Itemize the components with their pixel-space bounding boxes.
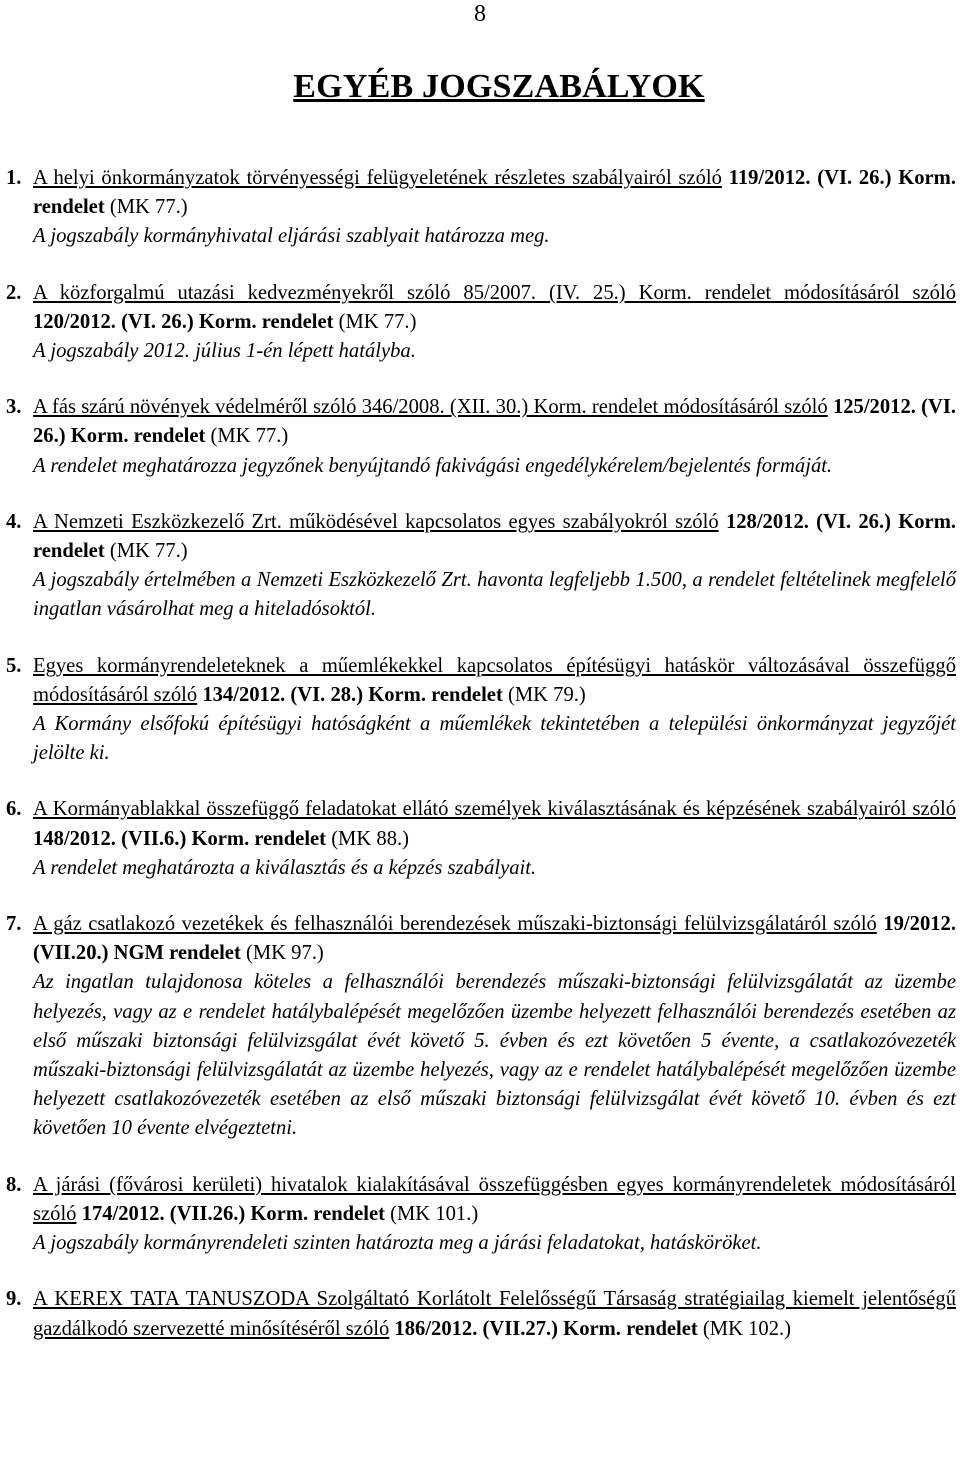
law-item (6, 1171, 956, 1259)
law-description: A jogszabály kormányhivatal eljárási szablyait határozza meg. (33, 225, 550, 248)
law-item (6, 652, 956, 769)
law-title-link[interactable]: A közforgalmú utazási kedvezményekről szóló 85/2007. (IV. 25.) Korm. rendelet módosításáról szóló (33, 281, 956, 304)
law-citation (33, 1285, 956, 1343)
law-title-link[interactable]: Egyes kormányrendeleteknek a műemlékekkel kapcsolatos építésügyi hatáskör változásával összefüggő módosításáról szóló (33, 654, 956, 706)
item-content (33, 164, 956, 252)
item-content (33, 393, 956, 481)
law-citation (33, 652, 956, 710)
item-content (33, 652, 956, 769)
law-citation (33, 1171, 956, 1229)
law-item (6, 1285, 956, 1343)
page-number: 8 (474, 1, 486, 27)
item-number: 5. (6, 654, 22, 677)
law-citation (33, 164, 956, 222)
gazette-reference: (MK 79.) (507, 683, 586, 706)
law-citation (33, 795, 956, 853)
law-number: 186/2012. (VII.27.) Korm. rendelet (394, 1317, 698, 1340)
law-description: A rendelet meghatározta a kiválasztás és a képzés szabályait. (33, 856, 537, 879)
law-description: A jogszabály értelmében a Nemzeti Eszközkezelő Zrt. havonta legfeljebb 1.500, a rendelet feltételinek megfelelő ingatlan vásárolhat meg a hiteladósoktól. (33, 569, 956, 621)
item-number: 2. (6, 281, 22, 304)
law-number: 148/2012. (VII.6.) Korm. rendelet (33, 827, 327, 850)
item-number: 7. (6, 913, 22, 936)
law-number: 134/2012. (VI. 28.) Korm. rendelet (202, 683, 503, 706)
law-number: 120/2012. (VI. 26.) Korm. rendelet (33, 310, 334, 333)
page-title: EGYÉB JOGSZABÁLYOK (293, 68, 705, 105)
law-title-link[interactable]: A KEREX TATA TANUSZODA Szolgáltató Korlátolt Felelősségű Társaság stratégiailag kiemelt jelentőségű gazdálkodó szervezetté minősítéséről szóló (33, 1288, 956, 1340)
law-title-link[interactable]: A Nemzeti Eszközkezelő Zrt. működésével kapcsolatos egyes szabályokról szóló (33, 510, 719, 533)
law-title-link[interactable]: A gáz csatlakozó vezetékek és felhasználói berendezések műszaki-biztonsági felülvizsgálatáról szóló (33, 913, 877, 936)
item-number: 8. (6, 1173, 22, 1196)
law-number: 119/2012. (VI. 26.) Korm. rendelet (33, 167, 956, 219)
law-number: 174/2012. (VII.26.) Korm. rendelet (81, 1202, 385, 1225)
gazette-reference: (MK 77.) (109, 196, 188, 219)
law-item (6, 508, 956, 625)
law-title-link[interactable]: A Kormányablakkal összefüggő feladatokat ellátó személyek kiválasztásának és képzésének szabályairól szóló (33, 798, 956, 821)
item-content (33, 1285, 956, 1343)
item-number: 3. (6, 396, 22, 419)
law-item (6, 279, 956, 367)
law-description: A jogszabály 2012. július 1-én lépett hatályba. (33, 340, 416, 363)
item-content (33, 279, 956, 367)
law-description: Az ingatlan tulajdonosa köteles a felhasználói berendezés műszaki-biztonsági felülvizsgálatát az üzembe helyezés, vagy az e rendelet hatálybalépését megelőzően üzembe helyezett felhasználói berendezés esetében az első műszaki biztonsági felülvizsgálat évét követő 5. évben és ezt követően 5 évente, a csatlakozóvezeték műszaki-biztonsági felülvizsgálatát az üzembe helyezés, vagy az e rendelet hatálybalépését megelőzően üzembe helyezett csatlakozóvezeték esetében az első műszaki biztonsági felülvizsgálat évét követő 10. évben és ezt követően 10 évente elvégeztetni. (33, 971, 956, 1140)
law-title-link[interactable]: A fás szárú növények védelméről szóló 346/2008. (XII. 30.) Korm. rendelet módosításáról szóló (33, 396, 828, 419)
gazette-reference: (MK 77.) (109, 540, 188, 563)
law-citation (33, 910, 956, 968)
item-content (33, 795, 956, 883)
law-item (6, 795, 956, 883)
gazette-reference: (MK 101.) (390, 1202, 479, 1225)
item-number: 9. (6, 1288, 22, 1311)
gazette-reference: (MK 77.) (338, 310, 417, 333)
law-item (6, 164, 956, 252)
gazette-reference: (MK 102.) (702, 1317, 792, 1340)
law-citation (33, 508, 956, 566)
item-number: 4. (6, 510, 22, 533)
item-number: 6. (6, 798, 22, 821)
law-number: 19/2012. (VII.20.) NGM rendelet (33, 913, 956, 965)
item-content (33, 1171, 956, 1259)
item-content (33, 910, 956, 1144)
gazette-reference: (MK 77.) (210, 425, 289, 448)
law-description: A rendelet meghatározza jegyzőnek benyújtandó fakivágási engedélykérelem/bejelentés formáját. (33, 454, 833, 477)
law-description: A jogszabály kormányrendeleti szinten határozta meg a járási feladatokat, hatásköröket. (33, 1232, 762, 1255)
law-title-link[interactable]: A helyi önkormányzatok törvényességi felügyeletének részletes szabályairól szóló (33, 167, 722, 189)
law-citation (33, 393, 956, 451)
law-list (6, 164, 956, 1371)
gazette-reference: (MK 88.) (331, 827, 409, 850)
law-title-link[interactable]: A járási (fővárosi kerületi) hivatalok kialakításával összefüggésben egyes kormányrendeletek módosításáról szóló (33, 1173, 956, 1225)
law-number: 128/2012. (VI. 26.) Korm. rendelet (33, 510, 957, 563)
law-item (6, 910, 956, 1144)
law-citation (33, 279, 956, 337)
law-number: 125/2012. (VI. 26.) Korm. rendelet (33, 396, 957, 448)
gazette-reference: (MK 97.) (245, 942, 324, 965)
item-content (33, 508, 956, 625)
law-item (6, 393, 956, 481)
law-description: A Kormány elsőfokú építésügyi hatóságként a műemlékek tekintetében a települési önkormányzat jegyzőjét jelölte ki. (33, 713, 956, 765)
item-number: 1. (6, 167, 22, 189)
